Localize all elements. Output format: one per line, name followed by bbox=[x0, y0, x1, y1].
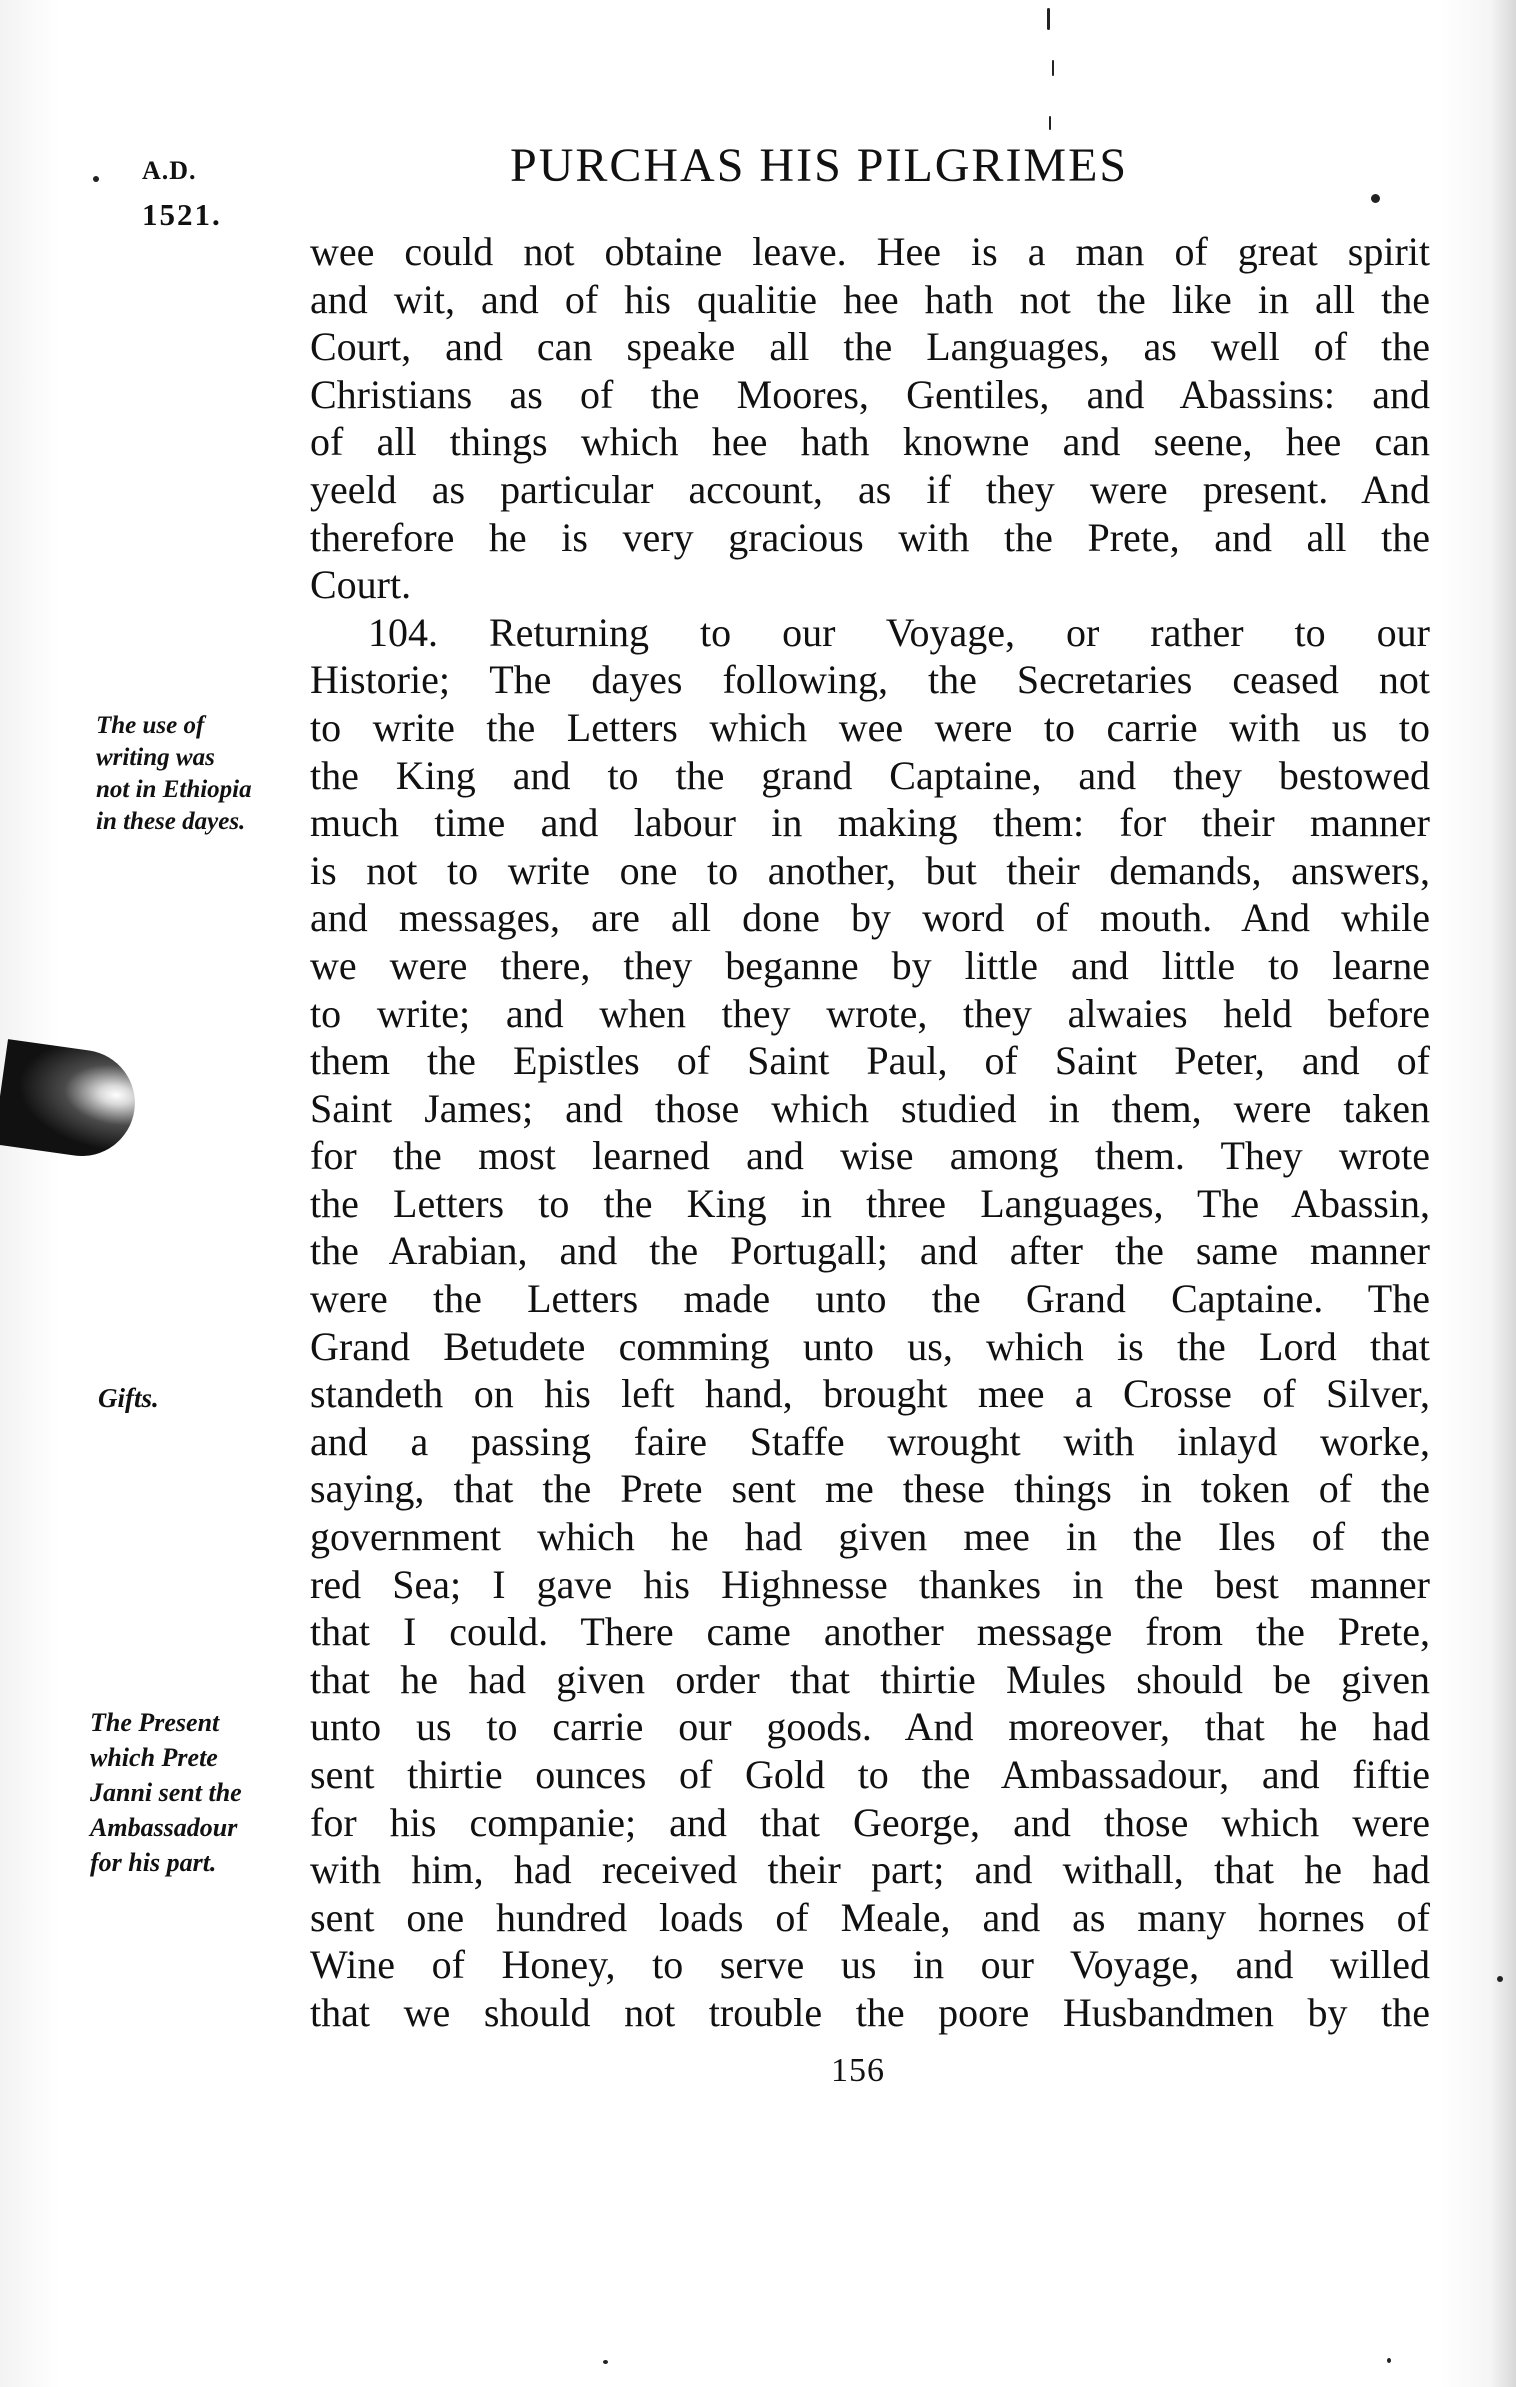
body-line: standeth on his left hand, brought mee a Crosse of Silver, bbox=[310, 1371, 1430, 1417]
body-line: is not to write one to another, but their demands, answers, bbox=[310, 847, 1430, 893]
print-speck bbox=[1371, 194, 1380, 203]
print-speck bbox=[1047, 8, 1050, 30]
margin-note-line: The use of bbox=[96, 712, 205, 739]
body-line: government which he had given mee in the Iles of the bbox=[310, 1514, 1430, 1560]
body-line: Court, and can speake all the Languages, as well of the bbox=[310, 324, 1430, 370]
body-line: much time and labour in making them: for their manner bbox=[310, 800, 1430, 846]
body-line: the Letters to the King in three Languages, The Abassin, bbox=[310, 1180, 1430, 1226]
margin-note-present bbox=[90, 1705, 242, 1880]
body-line: of all things which hee hath knowne and seene, hee can bbox=[310, 419, 1430, 465]
body-text bbox=[310, 228, 1430, 2037]
body-line: unto us to carrie our goods. And moreover, that he had bbox=[310, 1704, 1430, 1750]
margin-note-line: Janni sent the bbox=[90, 1778, 242, 1807]
body-line-paragraph-start: 104. Returning to our Voyage, or rather to our bbox=[368, 609, 1430, 655]
margin-note-line: Gifts. bbox=[98, 1383, 159, 1413]
body-line: Court. bbox=[310, 562, 412, 608]
body-line: with him, had received their part; and withall, that he had bbox=[310, 1847, 1430, 1893]
print-speck bbox=[1387, 2358, 1391, 2363]
margin-note-line: Ambassadour bbox=[90, 1813, 238, 1842]
body-line: and messages, are all done by word of mouth. And while bbox=[310, 895, 1430, 941]
body-line: Grand Betudete comming unto us, which is the Lord that bbox=[310, 1323, 1430, 1369]
page-edge-shadow bbox=[1490, 0, 1516, 2387]
body-line: the King and to the grand Captaine, and they bestowed bbox=[310, 752, 1430, 798]
body-line: sent thirtie ounces of Gold to the Ambassadour, and fiftie bbox=[310, 1752, 1430, 1797]
thumb-in-margin bbox=[0, 1039, 142, 1163]
margin-note-line: not in Ethiopia bbox=[96, 776, 252, 803]
body-line: red Sea; I gave his Highnesse thankes in the best manner bbox=[310, 1561, 1430, 1607]
body-line: therefore he is very gracious with the Prete, and all the bbox=[310, 514, 1430, 560]
body-line: and a passing faire Staffe wrought with inlayd worke, bbox=[310, 1418, 1430, 1464]
body-line: Wine of Honey, to serve us in our Voyage, and willed bbox=[310, 1942, 1430, 1988]
body-line: them the Epistles of Saint Paul, of Saint Peter, and of bbox=[310, 1038, 1430, 1084]
body-line: and wit, and of his qualitie hee hath not the like in all the bbox=[310, 276, 1430, 322]
margin-note-writing bbox=[96, 710, 252, 838]
body-line: that we should not trouble the poore Husbandmen by the bbox=[310, 1989, 1430, 2035]
margin-note-line: for his part. bbox=[90, 1848, 217, 1877]
margin-note-line: writing was bbox=[96, 744, 215, 771]
print-speck bbox=[93, 176, 99, 182]
margin-note-gifts bbox=[98, 1382, 159, 1414]
margin-note-line: The Present bbox=[90, 1708, 220, 1737]
body-line: were the Letters made unto the Grand Captaine. The bbox=[310, 1276, 1430, 1322]
body-line: Historie; The dayes following, the Secretaries ceased not bbox=[310, 657, 1430, 703]
body-line: to write the Letters which wee were to carrie with us to bbox=[310, 704, 1430, 750]
body-line: for the most learned and wise among them. They wrote bbox=[310, 1133, 1430, 1179]
year-value: 1521. bbox=[142, 197, 222, 232]
year-label: A.D. bbox=[142, 156, 197, 185]
body-line: wee could not obtaine leave. Hee is a man of great spirit bbox=[310, 229, 1430, 274]
page-number: 156 bbox=[831, 2052, 885, 2089]
body-line: Christians as of the Moores, Gentiles, and Abassins: and bbox=[310, 371, 1430, 417]
body-line: sent one hundred loads of Meale, and as many hornes of bbox=[310, 1894, 1430, 1940]
margin-note-line: in these dayes. bbox=[96, 808, 246, 835]
body-line: for his companie; and that George, and those which were bbox=[310, 1799, 1430, 1845]
print-speck bbox=[1049, 116, 1051, 130]
margin-note-line: which Prete bbox=[90, 1743, 218, 1772]
print-speck bbox=[1052, 60, 1054, 76]
print-speck bbox=[1497, 1976, 1503, 1982]
body-line: that he had given order that thirtie Mules should be given bbox=[310, 1656, 1430, 1702]
body-line: to write; and when they wrote, they alwaies held before bbox=[310, 990, 1430, 1036]
body-line: the Arabian, and the Portugall; and after the same manner bbox=[310, 1228, 1430, 1274]
running-title: PURCHAS HIS PILGRIMES bbox=[510, 139, 1129, 192]
body-line: that I could. There came another message from the Prete, bbox=[310, 1609, 1430, 1655]
body-line: yeeld as particular account, as if they were present. And bbox=[310, 466, 1430, 512]
body-line: we were there, they beganne by little and little to learne bbox=[310, 942, 1430, 988]
print-speck bbox=[603, 2360, 608, 2364]
body-line: Saint James; and those which studied in them, were taken bbox=[310, 1085, 1430, 1131]
body-line: saying, that the Prete sent me these things in token of the bbox=[310, 1466, 1430, 1512]
